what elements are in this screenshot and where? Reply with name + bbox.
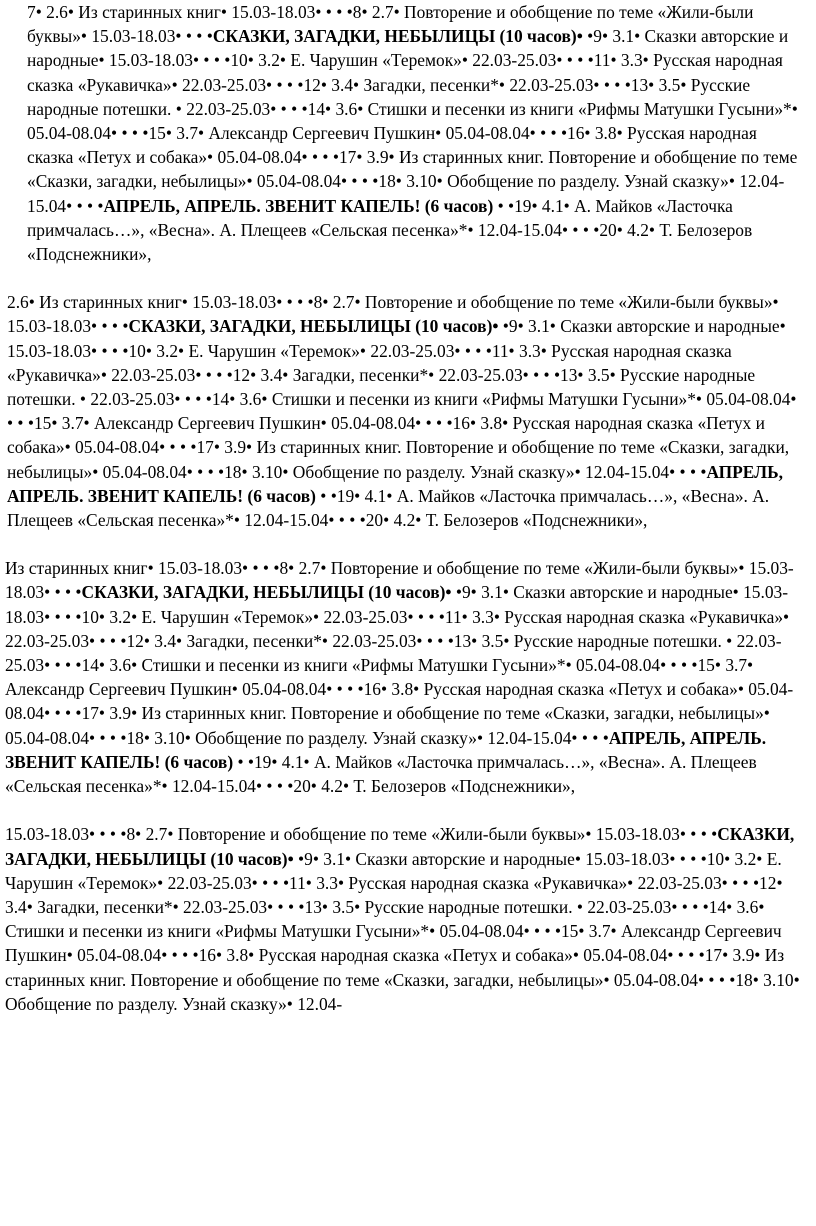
text-run: • •19• 4.1• А. Майков «Ласточка примчалась…», «Весна». А. Плещеев «Сельская песенка»*• 12.04-15.04• • • •20• 4.2• Т. Белозеров «Подснежники», (27, 195, 753, 265)
text-run: • •19• 4.1• А. Майков «Ласточка примчалась…», «Весна». А. Плещеев «Сельская песенка»*• 12.04-15.04• • • •20• 4.2• Т. Белозеров «Подснежники», (5, 751, 757, 797)
text-run: •9• 3.1• Сказки авторские и народные• 15.03-18.03• • • •10• 3.2• Е. Чарушин «Теремок»• 22.03-25.03• • • •11• 3.3• Русская народная сказка «Рукавичка»• 22.03-25.03• • • •12• 3.4• Загадки, песенки*• 22.03-25.03• • • •13• 3.5• Русские народные потешки. • 22.03-25.03• • • •14• 3.6• Стишки и песенки из книги «Рифмы Матушки Гусыни»*• 05.04-08.04• • • •15• 3.7• Александр Сергеевич Пушкин• 05.04-08.04• • • •16• 3.8• Русская народная сказка «Петух и собака»• 05.04-08.04• • • •17• 3.9• Из старинных книг. Повторение и обобщение по теме «Сказки, загадки, небылицы»• 05.04-08.04• • • •18• 3.10• Обобщение по разделу. Узнай сказку»• 12.04-15.04• • • • (5, 582, 794, 748)
text-block-1 (5, 0, 804, 266)
section-heading: СКАЗКИ, ЗАГАДКИ, НЕБЫЛИЦЫ (10 часов)• (5, 824, 795, 869)
text-run: Из старинных книг• 15.03-18.03• • • •8• 2.7• Повторение и обобщение по теме «Жили-были буквы»• 15.03-18.03• • • • (5, 558, 794, 603)
section-heading: АПРЕЛЬ, АПРЕЛЬ. ЗВЕНИТ КАПЕЛЬ! (6 часов) (103, 195, 494, 216)
text-block-3 (5, 556, 804, 798)
text-run: 2.6• Из старинных книг• 15.03-18.03• • • •8• 2.7• Повторение и обобщение по теме «Жили-были буквы»• 15.03-18.03• • • • (7, 292, 779, 337)
section-heading: СКАЗКИ, ЗАГАДКИ, НЕБЫЛИЦЫ (10 часов)• (81, 582, 452, 603)
text-block-4 (5, 822, 804, 1016)
text-run: •9• 3.1• Сказки авторские и народные• 15.03-18.03• • • •10• 3.2• Е. Чарушин «Теремок»• 22.03-25.03• • • •11• 3.3• Русская народная сказка «Рукавичка»• 22.03-25.03• • • •12• 3.4• Загадки, песенки*• 22.03-25.03• • • •13• 3.5• Русские народные потешки. • 22.03-25.03• • • •14• 3.6• Стишки и песенки из книги «Рифмы Матушки Гусыни»*• 05.04-08.04• • • •15• 3.7• Александр Сергеевич Пушкин• 05.04-08.04• • • •16• 3.8• Русская народная сказка «Петух и собака»• 05.04-08.04• • • •17• 3.9• Из старинных книг. Повторение и обобщение по теме «Сказки, загадки, небылицы»• 05.04-08.04• • • •18• 3.10• Обобщение по разделу. Узнай сказку»• 12.04- (5, 848, 800, 1014)
text-block-2 (5, 290, 804, 532)
section-heading: АПРЕЛЬ, АПРЕЛЬ. ЗВЕНИТ КАПЕЛЬ! (6 часов) (7, 461, 783, 506)
text-run: •9• 3.1• Сказки авторские и народные• 15.03-18.03• • • •10• 3.2• Е. Чарушин «Теремок»• 22.03-25.03• • • •11• 3.3• Русская народная сказка «Рукавичка»• 22.03-25.03• • • •12• 3.4• Загадки, песенки*• 22.03-25.03• • • •13• 3.5• Русские народные потешки. • 22.03-25.03• • • •14• 3.6• Стишки и песенки из книги «Рифмы Матушки Гусыни»*• 05.04-08.04• • • •15• 3.7• Александр Сергеевич Пушкин• 05.04-08.04• • • •16• 3.8• Русская народная сказка «Петух и собака»• 05.04-08.04• • • •17• 3.9• Из старинных книг. Повторение и обобщение по теме «Сказки, загадки, небылицы»• 05.04-08.04• • • •18• 3.10• Обобщение по разделу. Узнай сказку»• 12.04-15.04• • • • (27, 26, 798, 216)
section-heading: СКАЗКИ, ЗАГАДКИ, НЕБЫЛИЦЫ (10 часов)• (128, 316, 499, 337)
section-heading: СКАЗКИ, ЗАГАДКИ, НЕБЫЛИЦЫ (10 часов)• (212, 26, 583, 47)
text-run: 15.03-18.03• • • •8• 2.7• Повторение и обобщение по теме «Жили-были буквы»• 15.03-18.03• • • • (5, 824, 718, 845)
text-run: • •19• 4.1• А. Майков «Ласточка примчалась…», «Весна». А. Плещеев «Сельская песенка»*• 12.04-15.04• • • •20• 4.2• Т. Белозеров «Подснежники», (7, 485, 770, 531)
section-heading: АПРЕЛЬ, АПРЕЛЬ. ЗВЕНИТ КАПЕЛЬ! (6 часов) (5, 727, 767, 772)
text-run: •9• 3.1• Сказки авторские и народные• 15.03-18.03• • • •10• 3.2• Е. Чарушин «Теремок»• 22.03-25.03• • • •11• 3.3• Русская народная сказка «Рукавичка»• 22.03-25.03• • • •12• 3.4• Загадки, песенки*• 22.03-25.03• • • •13• 3.5• Русские народные потешки. • 22.03-25.03• • • •14• 3.6• Стишки и песенки из книги «Рифмы Матушки Гусыни»*• 05.04-08.04• • • •15• 3.7• Александр Сергеевич Пушкин• 05.04-08.04• • • •16• 3.8• Русская народная сказка «Петух и собака»• 05.04-08.04• • • •17• 3.9• Из старинных книг. Повторение и обобщение по теме «Сказки, загадки, небылицы»• 05.04-08.04• • • •18• 3.10• Обобщение по разделу. Узнай сказку»• 12.04-15.04• • • • (7, 316, 797, 482)
text-run: 7• 2.6• Из старинных книг• 15.03-18.03• • • •8• 2.7• Повторение и обобщение по теме «Жили-были буквы»• 15.03-18.03• • • • (27, 2, 754, 47)
